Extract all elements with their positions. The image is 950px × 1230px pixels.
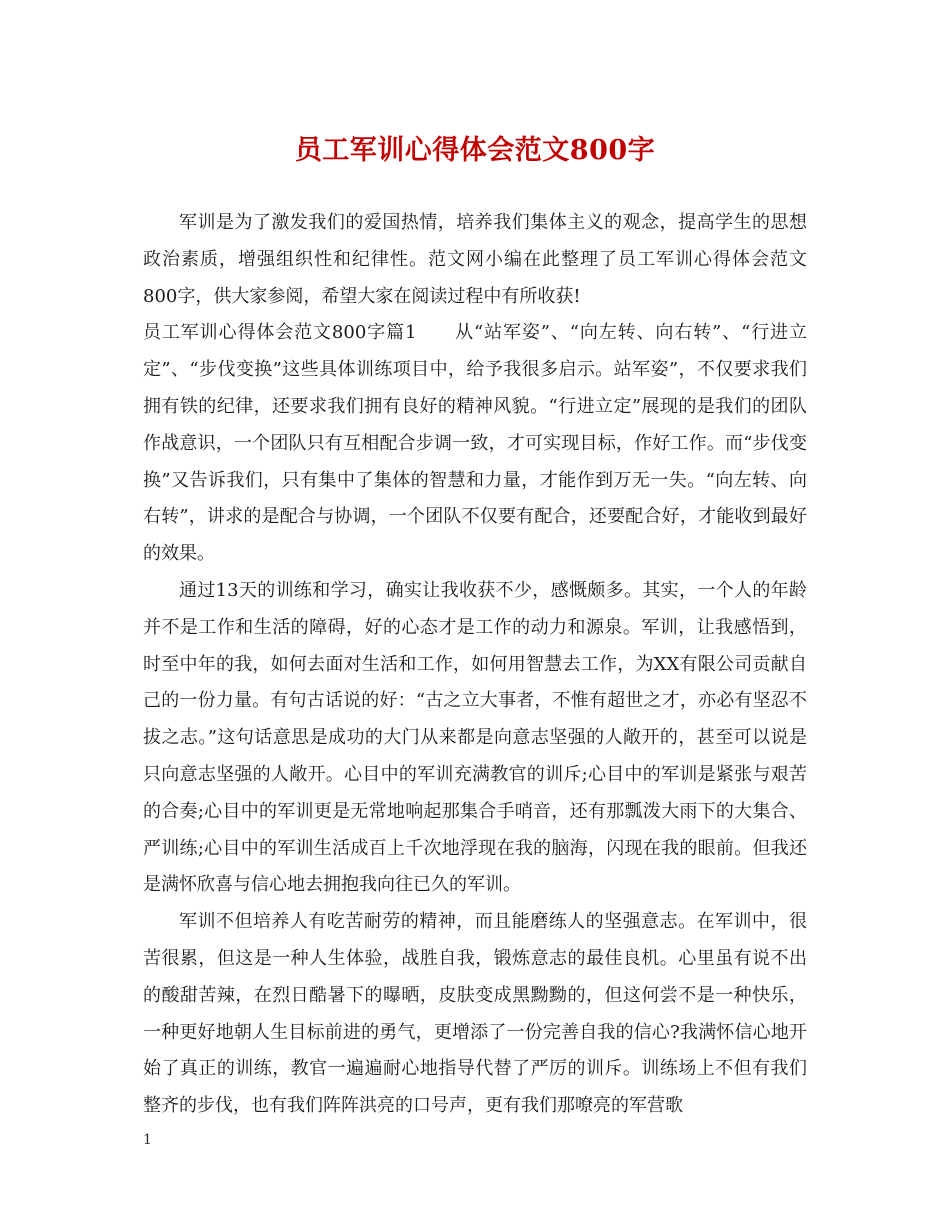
paragraph-training-13-days: 通过13天的训练和学习，确实让我收获不少，感慨颇多。其实，一个人的年龄并不是工作和生活的障碍，好的心态才是工作的动力和源泉。军训，让我感悟到，时至中年的我，如何去面对生活和工作，如何用智慧去工作，为XX有限公司贡献自己的一份力量。有句古话说的好：“古之立大事者，不惟有超世之才，亦必有坚忍不拔之志。”这句话意思是成功的大门从来都是向意志坚强的人敞开的，甚至可以说是只向意志坚强的人敞开。心目中的军训充满教官的训斥;心目中的军训是紧张与艰苦的合奏;心目中的军训更是无常地响起那集合手哨音，还有那瓢泼大雨下的大集合、严训练;心目中的军训生活成百上千次地浮现在我的脑海，闪现在我的眼前。但我还是满怀欣喜与信心地去拥抱我向往已久的军训。 [143, 579, 807, 896]
paragraph-intro: 军训是为了激发我们的爱国热情，培养我们集体主义的观念，提高学生的思想政治素质，增强组织性和纪律性。范文网小编在此整理了员工军训心得体会范文800字，供大家参阅，希望大家在阅读过程中有所收获! [143, 212, 807, 307]
document-title: 员工军训心得体会范文800字 [294, 135, 656, 166]
paragraph-essay-1-start: 员工军训心得体会范文800字篇1 从“站军姿”、“向左转、向右转”、“行进立定”、“步伐变换”这些具体训练项目中，给予我很多启示。站军姿”，不仅要求我们拥有铁的纪律，还要求我们拥有良好的精神风貌。“行进立定”展现的是我们的团队作战意识，一个团队只有互相配合步调一致，才可实现目标，作好工作。而“步伐变换”又告诉我们，只有集中了集体的智慧和力量，才能作到万无一失。“向左转、向右转”，讲求的是配合与协调，一个团队不仅要有配合，还要配合好，才能收到最好的效果。 [143, 322, 807, 565]
paragraph-hardship: 军训不但培养人有吃苦耐劳的精神，而且能磨练人的坚强意志。在军训中，很苦很累，但这是一种人生体验，战胜自我，锻炼意志的最佳良机。心里虽有说不出的酸甜苦辣，在烈日酷暑下的曝晒，皮肤变成黑黝黝的，但这何尝不是一种快乐，一种更好地朝人生目标前进的勇气，更增添了一份完善自我的信心?我满怀信心地开始了真正的训练，教官一遍遍耐心地指导代替了严厉的训斥。训练场上不但有我们整齐的步伐，也有我们阵阵洪亮的口号声，更有我们那嘹亮的军营歌 [143, 911, 807, 1117]
document-body [143, 205, 807, 1125]
page-number: 1 [143, 1132, 152, 1148]
